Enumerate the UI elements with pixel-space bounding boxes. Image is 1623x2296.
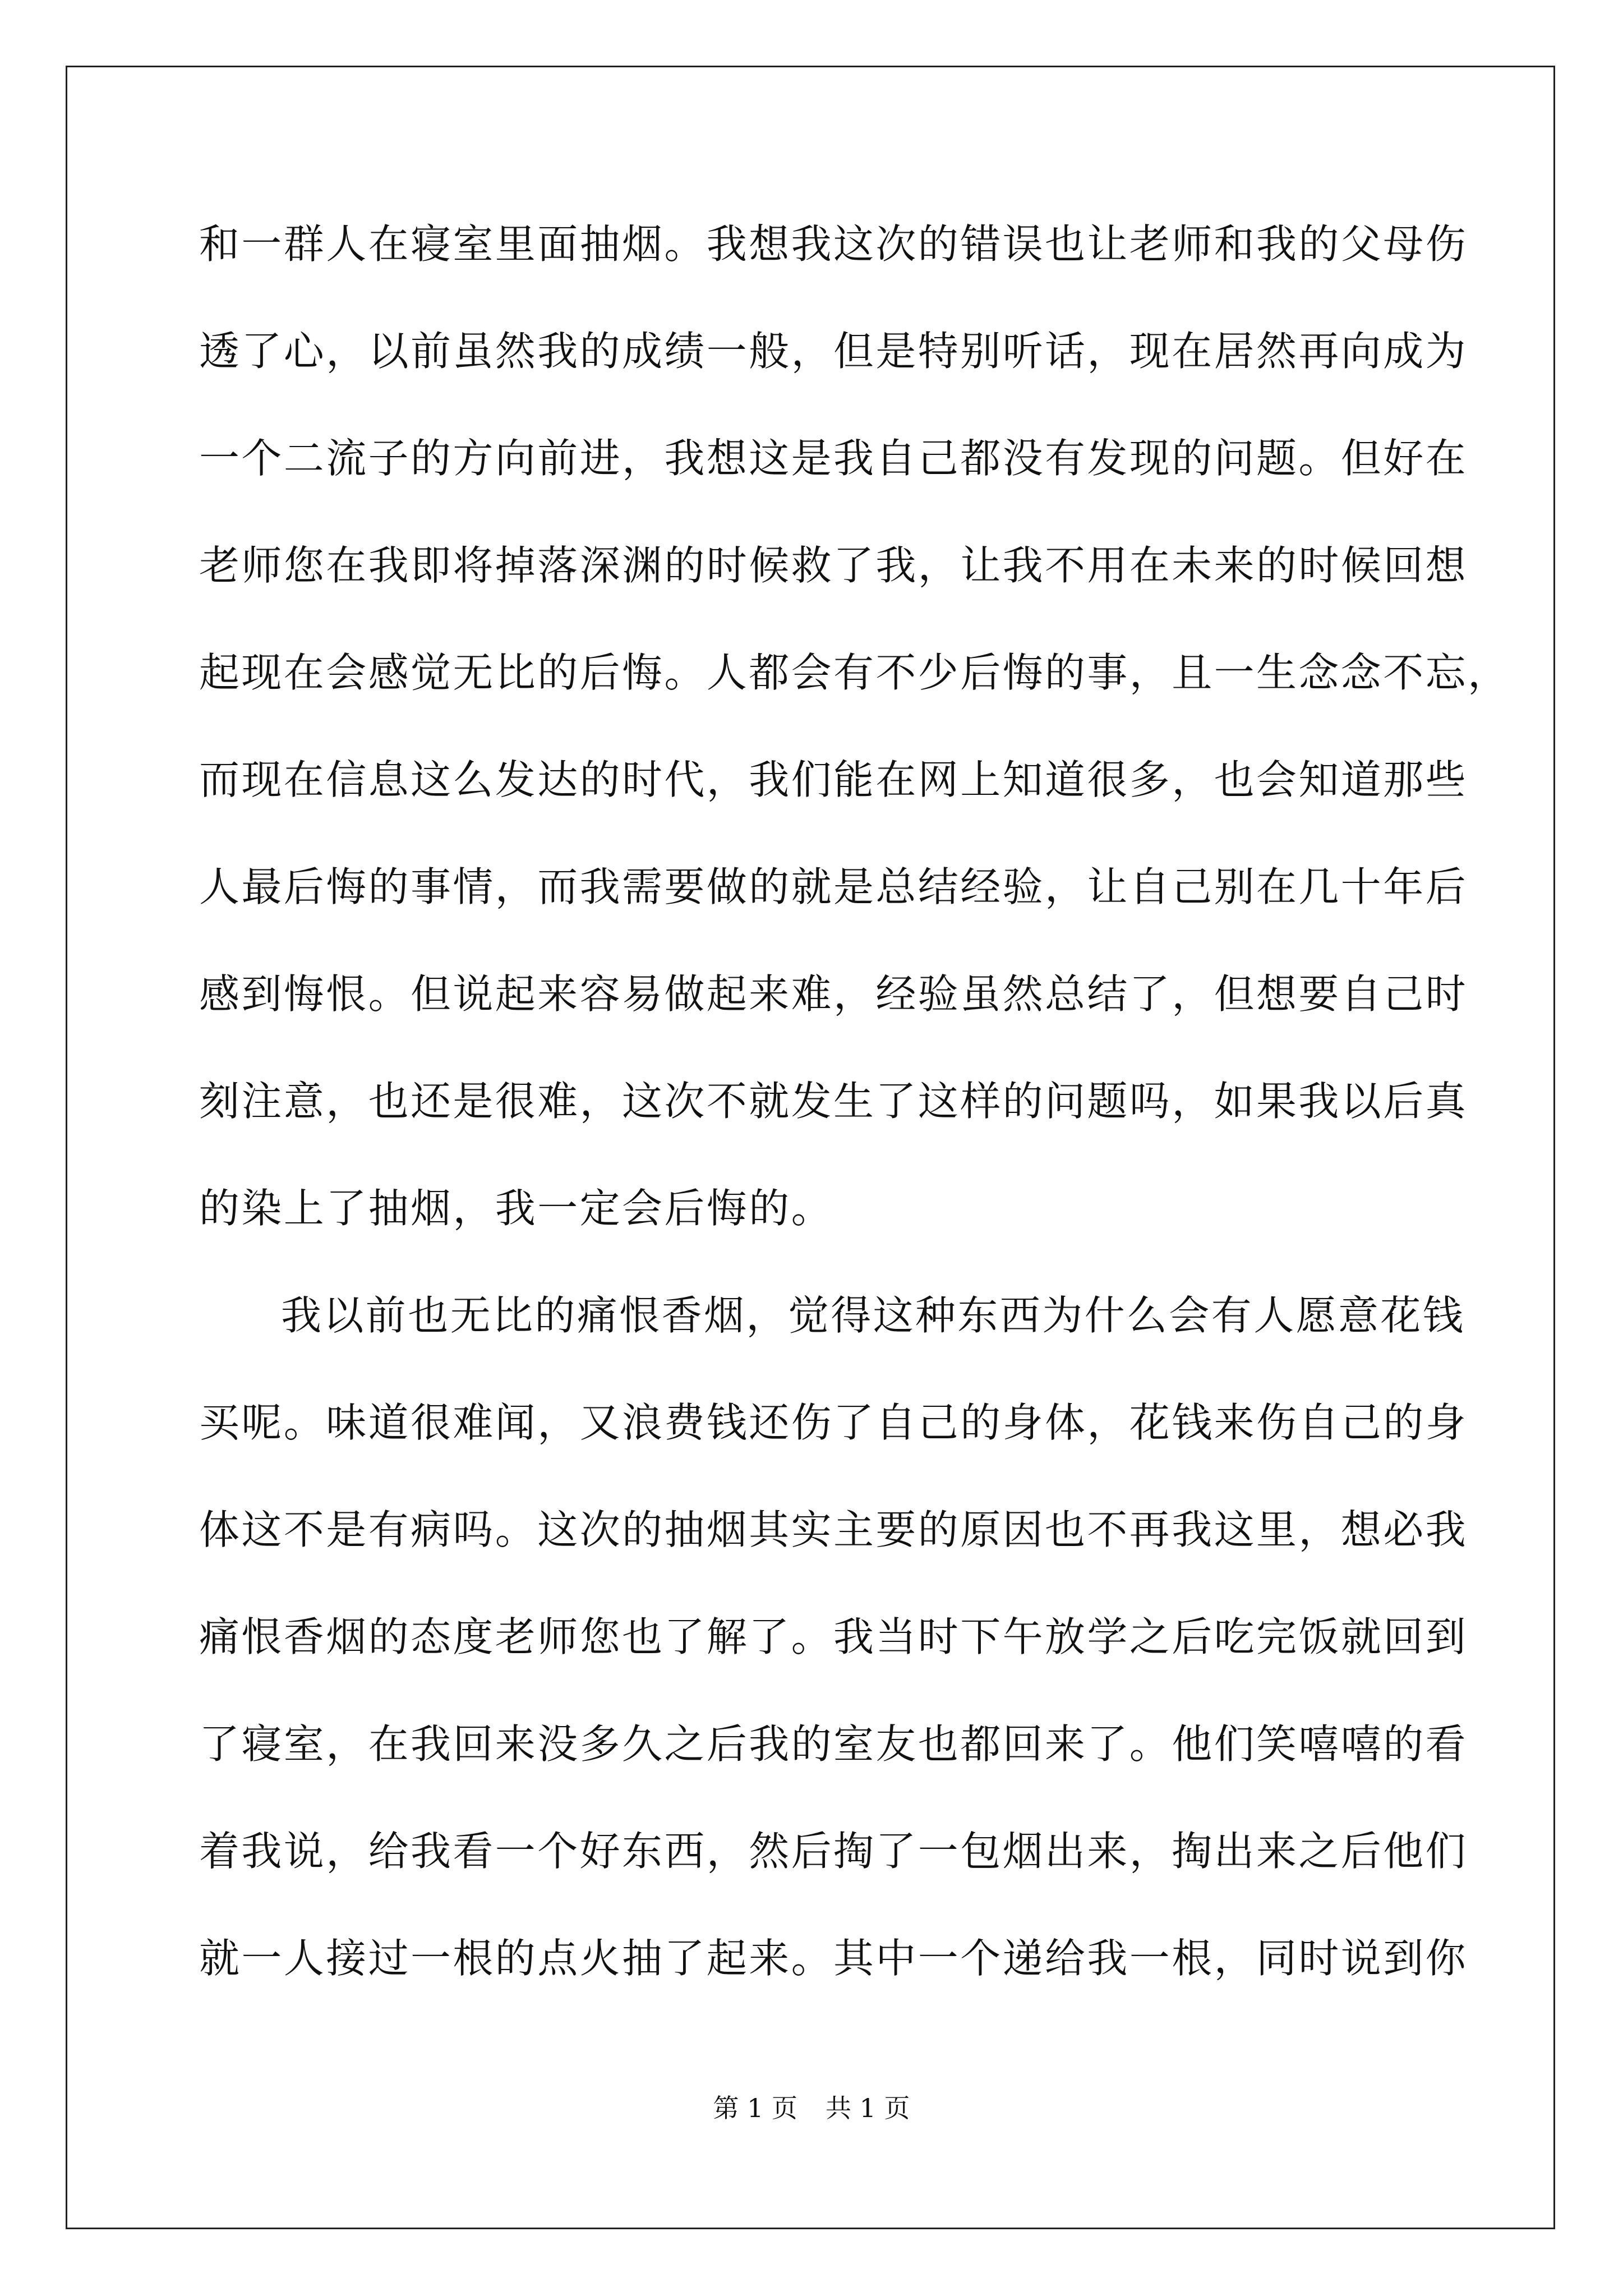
paragraph-first-line: 我以前也无比的痛恨香烟，觉得这种东西为什么会有人愿意花钱 bbox=[281, 1292, 1465, 1339]
text-line: 体这不是有病吗。这次的抽烟其实主要的原因也不再我这里，想必我 bbox=[199, 1506, 1468, 1553]
text-line: 买呢。味道很难闻，又浪费钱还伤了自己的身体，花钱来伤自己的身 bbox=[199, 1399, 1468, 1446]
text-line: 痛恨香烟的态度老师您也了解了。我当时下午放学之后吃完饭就回到 bbox=[199, 1613, 1468, 1660]
text-line: 而现在信息这么发达的时代，我们能在网上知道很多，也会知道那些 bbox=[199, 756, 1468, 803]
text-line: 就一人接过一根的点火抽了起来。其中一个递给我一根，同时说到你 bbox=[199, 1935, 1468, 1982]
text-line: 刻注意，也还是很难，这次不就发生了这样的问题吗，如果我以后真 bbox=[199, 1078, 1468, 1125]
text-line: 老师您在我即将掉落深渊的时候救了我，让我不用在未来的时候回想 bbox=[199, 542, 1468, 589]
text-line: 的染上了抽烟，我一定会后悔的。 bbox=[199, 1185, 834, 1232]
text-line: 一个二流子的方向前进，我想这是我自己都没有发现的问题。但好在 bbox=[199, 435, 1468, 482]
page-footer bbox=[0, 2091, 1623, 2125]
page-total: 共 1 页 bbox=[826, 2093, 910, 2123]
page-number: 第 1 页 bbox=[713, 2093, 797, 2123]
text-line: 了寝室，在我回来没多久之后我的室友也都回来了。他们笑嘻嘻的看 bbox=[199, 1720, 1468, 1768]
text-line: 起现在会感觉无比的后悔。人都会有不少后悔的事，且一生念念不忘， bbox=[199, 649, 1510, 696]
text-line: 着我说，给我看一个好东西，然后掏了一包烟出来，掏出来之后他们 bbox=[199, 1828, 1468, 1875]
text-line: 和一群人在寝室里面抽烟。我想我这次的错误也让老师和我的父母伤 bbox=[199, 220, 1468, 268]
text-line: 透了心，以前虽然我的成绩一般，但是特别听话，现在居然再向成为 bbox=[199, 328, 1468, 375]
document-body bbox=[199, 213, 1510, 2035]
text-line: 人最后悔的事情，而我需要做的就是总结经验，让自己别在几十年后 bbox=[199, 863, 1468, 910]
text-line: 感到悔恨。但说起来容易做起来难，经验虽然总结了，但想要自己时 bbox=[199, 970, 1468, 1018]
